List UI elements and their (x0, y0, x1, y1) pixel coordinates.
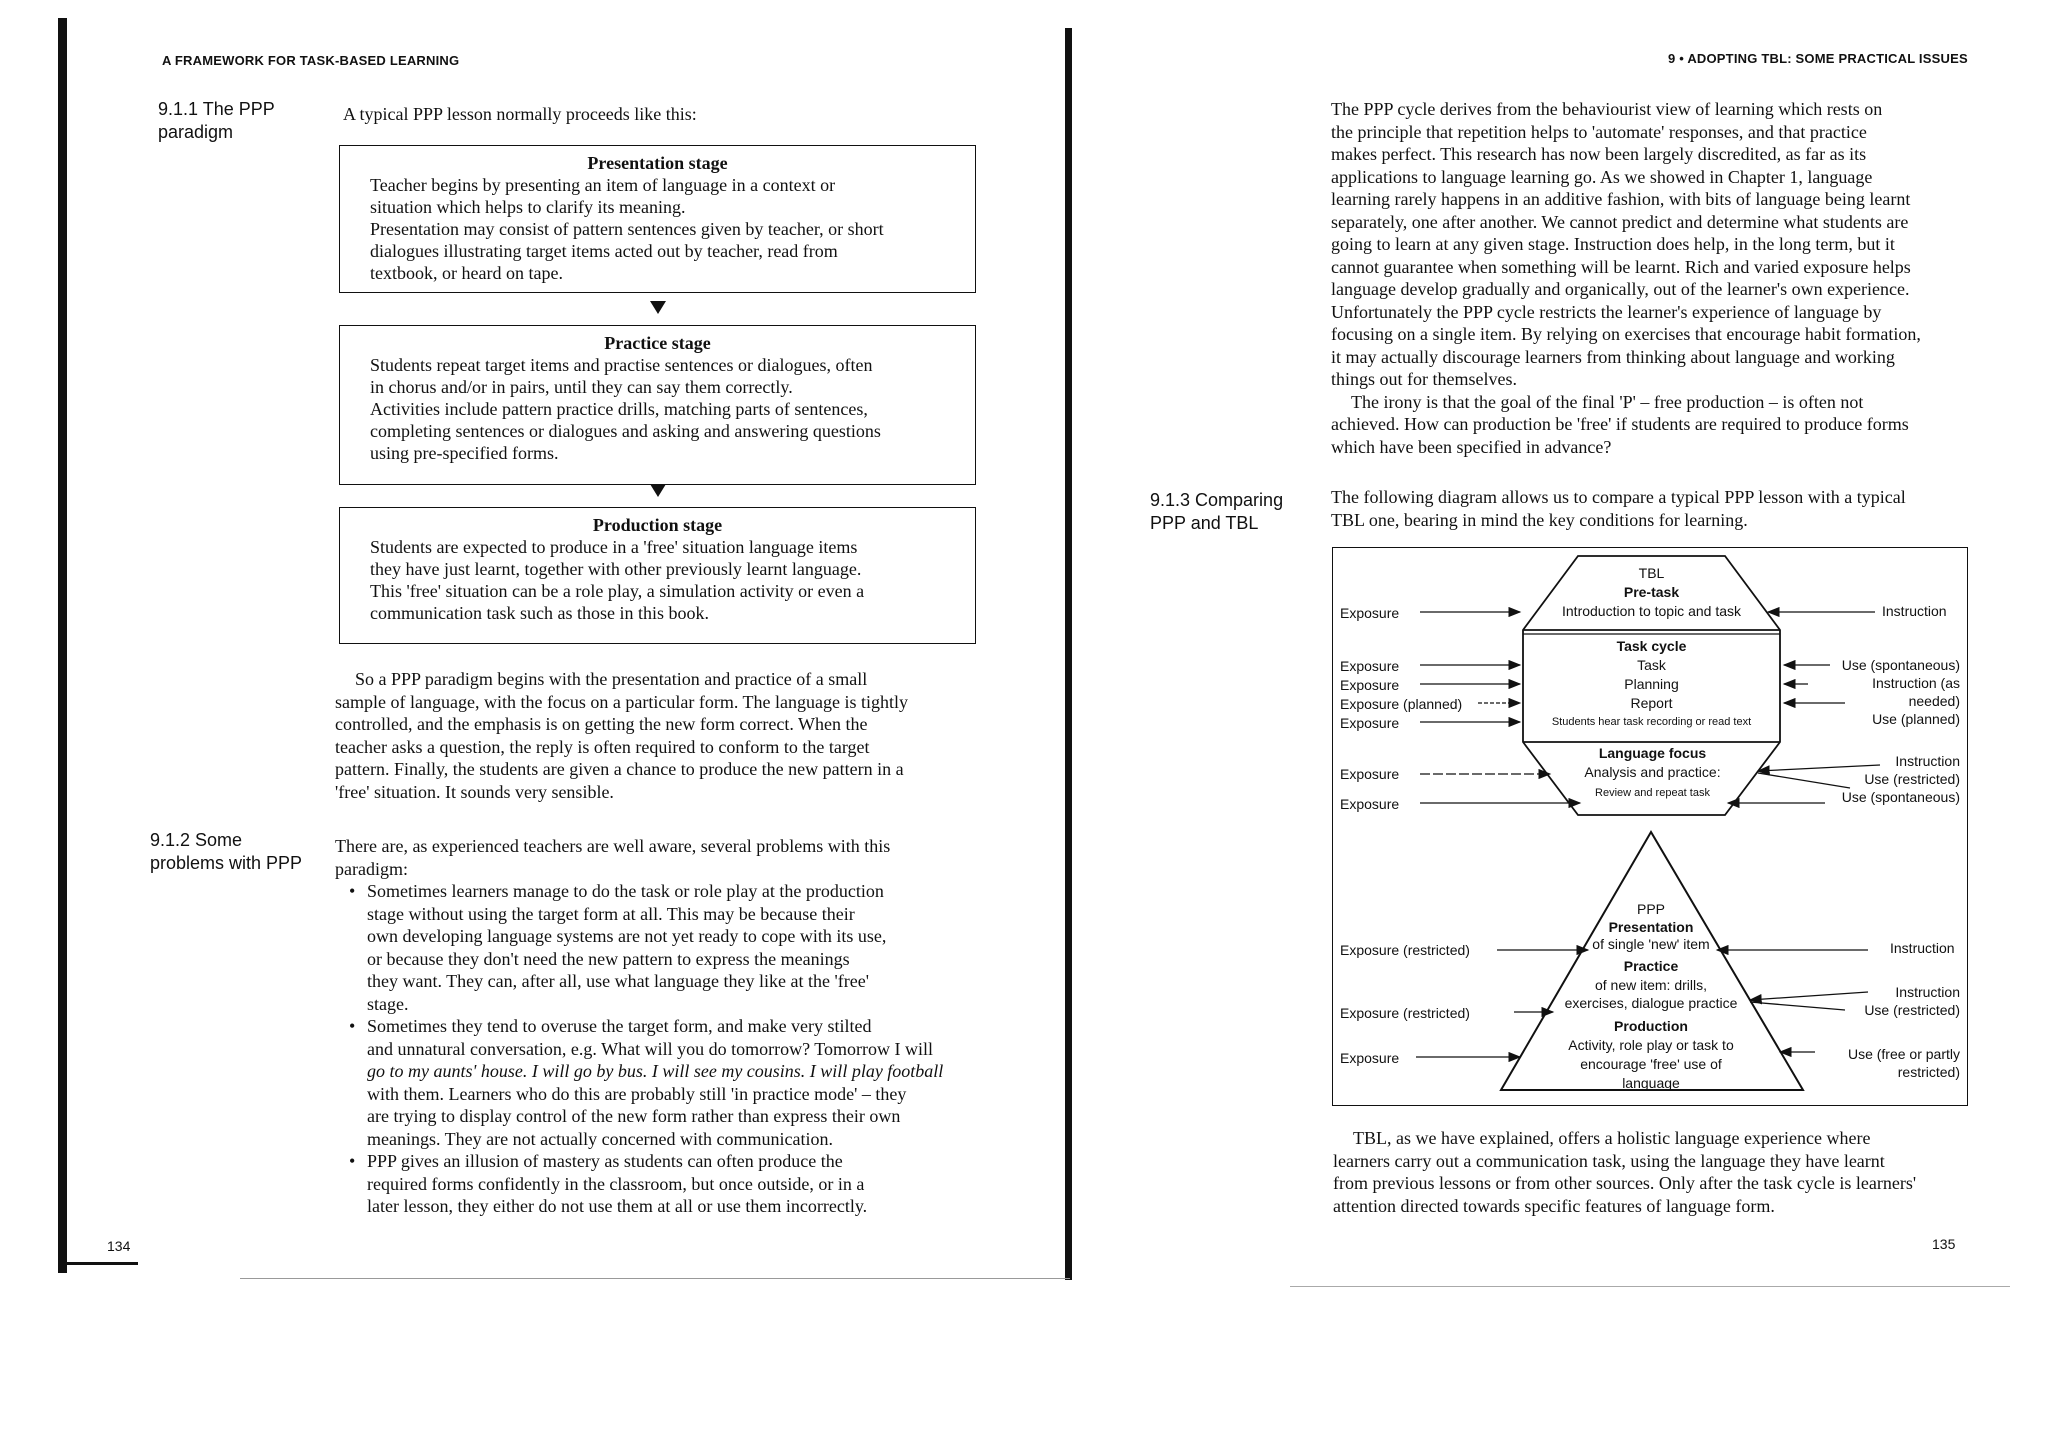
production-right-labels (1832, 1045, 1960, 1081)
label-line: Exposure (1340, 796, 1400, 812)
task-cycle-title: Task cycle (1616, 638, 1687, 654)
task-cycle-item: Report (1630, 695, 1673, 711)
section-911-intro: A typical PPP lesson normally proceeds like this: (343, 104, 697, 124)
section-913-heading-line: 9.1.3 Comparing (1150, 490, 1284, 510)
label-line: Use (spontaneous) (1841, 657, 1960, 673)
text-line: Unfortunately the PPP cycle restricts the learner's experience of language by (1331, 301, 1882, 322)
stage-title: Presentation stage (587, 153, 728, 173)
practice-text: exercises, dialogue practice (1564, 995, 1738, 1011)
section-912-heading-line: problems with PPP (150, 853, 303, 873)
label-line: Exposure (1340, 715, 1400, 731)
text-line: meanings. They are not actually concerned with communication. (367, 1128, 834, 1149)
text-line: the principle that repetition helps to 'automate' responses, and that practice (1331, 121, 1867, 142)
language-focus-block (1550, 744, 1755, 800)
text-line: learners carry out a communication task, using the language they have learnt (1333, 1150, 1885, 1171)
practice-text: of new item: drills, (1594, 977, 1708, 993)
exposure-label: Exposure (1340, 1050, 1400, 1066)
label-line: Exposure (1340, 766, 1400, 782)
section-913-heading-line: PPP and TBL (1150, 513, 1259, 533)
text-line: go to my aunts' house. I will go by bus. I will see my cousins. I will play football (367, 1061, 944, 1081)
stage-line: completing sentences or dialogues and asking and answering questions (370, 421, 881, 441)
text-line: The following diagram allows us to compare a typical PPP lesson with a typical (1331, 487, 1906, 507)
instruction-label: Instruction (1882, 603, 1947, 619)
text-line: The irony is that the goal of the final 'P' – free production – is often not (1351, 391, 1864, 412)
text-line: are trying to display control of the new form rather than express their own (367, 1106, 901, 1126)
task-cycle-item: Students hear task recording or read text (1551, 716, 1752, 728)
label-line: Use (spontaneous) (1841, 789, 1960, 805)
instruction-label: Instruction (1890, 940, 1955, 956)
text-line: stage without using the target form at all. This may be because their (367, 903, 855, 924)
production-title: Production (1614, 1018, 1688, 1034)
section-911-heading-line: paradigm (158, 122, 234, 142)
stage-line: using pre-specified forms. (370, 443, 559, 463)
text-line: language develop gradually and organically, out of the learner's own experience. (1331, 279, 1910, 299)
presentation-title: Presentation (1608, 919, 1694, 935)
label-line: Use (free or partly (1847, 1046, 1960, 1062)
label-line: Use (restricted) (1864, 771, 1960, 787)
stage-title: Practice stage (604, 333, 711, 353)
text-line: applications to language learning go. As we showed in Chapter 1, language (1331, 166, 1873, 187)
stage-line: in chorus and/or in pairs, until they can say them correctly. (370, 377, 793, 397)
stage-line: communication task such as those in this book. (370, 603, 709, 623)
label-line: Instruction (as needed) (1872, 675, 1960, 709)
section-912-heading-line: 9.1.2 Some (150, 830, 243, 850)
stage-line: Students are expected to produce in a 'free' situation language items (370, 537, 858, 557)
language-focus-text: Review and repeat task (1595, 787, 1710, 799)
label-line: Exposure (1340, 658, 1400, 674)
text-line: and unnatural conversation, e.g. What will you do tomorrow? Tomorrow I will (367, 1038, 933, 1059)
right-running-head: 9 • ADOPTING TBL: SOME PRACTICAL ISSUES (1668, 51, 1968, 66)
task-cycle-block (1530, 637, 1773, 729)
text-line: There are, as experienced teachers are well aware, several problems with this (335, 836, 891, 856)
pretask-text: Introduction to topic and task (1562, 603, 1741, 619)
text-line: attention directed towards specific features of language form. (1333, 1195, 1775, 1216)
text-line: controlled, and the emphasis is on getting the new form correct. When the (335, 714, 868, 734)
tbl-summary-paragraph (1333, 1127, 1966, 1217)
text-line: things out for themselves. (1331, 369, 1517, 389)
tbl-label: TBL (1638, 565, 1665, 581)
text-line: they want. They can, after all, use what language they like at the 'free' (367, 971, 869, 991)
text-line: teacher asks a question, the reply is often required to conform to the target (335, 736, 870, 757)
text-line: • Sometimes learners manage to do the task or role play at the production (367, 881, 884, 901)
text-line: separately, one after another. We cannot predict and determine what students are (1331, 211, 1909, 232)
text-line: with them. Learners who do this are probably still 'in practice mode' – they (367, 1083, 907, 1104)
production-text: Activity, role play or task to (1568, 1037, 1734, 1053)
practice-title: Practice (1623, 958, 1679, 974)
label-line: Instruction (1895, 984, 1960, 1000)
section-911-heading-line: 9.1.1 The PPP (158, 99, 275, 119)
task-cycle-right-labels (1832, 656, 1960, 728)
text-line: which have been specified in advance? (1331, 436, 1612, 457)
text-line: required forms confidently in the classroom, but once outside, or in a (367, 1173, 865, 1194)
text-line: focusing on a single item. By relying on exercises that encourage habit formation, (1331, 324, 1921, 344)
stage-line: This 'free' situation can be a role play, a simulation activity or even a (370, 581, 865, 601)
stage-line: dialogues illustrating target items acted out by teacher, read from (370, 241, 838, 261)
text-line: 'free' situation. It sounds very sensible. (335, 781, 614, 802)
text-line: stage. (367, 993, 409, 1014)
language-focus-title: Language focus (1598, 745, 1707, 761)
task-cycle-item: Planning (1624, 676, 1679, 692)
exposure-restricted-label: Exposure (restricted) (1340, 942, 1470, 958)
text-line: makes perfect. This research has now been largely discredited, as far as its (1331, 144, 1867, 164)
text-line: later lesson, they either do not use them at all or use them incorrectly. (367, 1196, 868, 1216)
exposure-label: Exposure (1340, 605, 1400, 621)
presentation-text: of single 'new' item (1592, 936, 1710, 952)
arrow (1750, 1002, 1845, 1010)
ppp-triangle-text (1551, 900, 1751, 1093)
production-text: encourage 'free' use of language (1580, 1056, 1722, 1091)
text-line: achieved. How can production be 'free' if students are required to produce forms (1331, 414, 1909, 434)
label-line: Instruction (1895, 753, 1960, 769)
language-focus-right-labels (1832, 752, 1960, 806)
left-running-head: A FRAMEWORK FOR TASK-BASED LEARNING (162, 53, 460, 68)
right-page-number: 135 (1932, 1236, 1956, 1252)
language-focus-text: Analysis and practice: (1584, 764, 1721, 780)
text-line: So a PPP paradigm begins with the presentation and practice of a small (355, 669, 868, 689)
text-line: paradigm: (335, 858, 408, 879)
label-line: Exposure (1340, 677, 1400, 693)
stage-line: Teacher begins by presenting an item of language in a context or (370, 175, 836, 195)
stage-line: situation which helps to clarify its meaning. (370, 197, 686, 217)
label-line: Use (planned) (1872, 711, 1960, 727)
ppp-label: PPP (1636, 901, 1665, 917)
text-line: pattern. Finally, the students are given a chance to produce the new pattern in a (335, 759, 904, 779)
left-page-number: 134 (107, 1238, 131, 1254)
text-line: from previous lessons or from other sources. Only after the task cycle is learners' (1333, 1173, 1917, 1193)
exposure-restricted-label: Exposure (restricted) (1340, 1005, 1470, 1021)
text-line: going to learn at any given stage. Instruction does help, in the long term, but it (1331, 234, 1895, 254)
label-line: Use (restricted) (1864, 1002, 1960, 1018)
exposure-label (1340, 765, 1399, 813)
tbl-pretask-block (1530, 564, 1773, 621)
label-line: restricted) (1897, 1064, 1960, 1080)
stage-line: Presentation may consist of pattern sentences given by teacher, or short (370, 219, 884, 239)
stage-line: textbook, or heard on tape. (370, 263, 563, 283)
text-line: TBL one, bearing in mind the key conditions for learning. (1331, 509, 1748, 530)
practice-right-labels (1832, 983, 1960, 1019)
pretask-title: Pre-task (1623, 584, 1680, 600)
text-line: own developing language systems are not yet ready to cope with its use, (367, 926, 887, 946)
text-line: TBL, as we have explained, offers a holistic language experience where (1353, 1128, 1871, 1148)
stage-line: Students repeat target items and practise sentences or dialogues, often (370, 355, 873, 375)
text-line: • Sometimes they tend to overuse the target form, and make very stilted (367, 1016, 872, 1036)
text-line: cannot guarantee when something will be learnt. Rich and varied exposure helps (1331, 256, 1911, 277)
exposure-label (1340, 657, 1462, 732)
stage-title: Production stage (592, 515, 723, 535)
stage-line: Activities include pattern practice drills, matching parts of sentences, (370, 399, 868, 419)
text-line: it may actually discourage learners from thinking about language and working (1331, 346, 1895, 367)
text-line: or because they don't need the new pattern to express the meanings (367, 948, 850, 969)
text-line: sample of language, with the focus on a particular form. The language is tightly (335, 691, 909, 712)
label-line: Exposure (planned) (1340, 696, 1463, 712)
text-line: • PPP gives an illusion of mastery as students can often produce the (367, 1151, 843, 1171)
text-line: The PPP cycle derives from the behaviourist view of learning which rests on (1331, 99, 1883, 119)
task-cycle-item: Task (1637, 657, 1666, 673)
stage-line: they have just learnt, together with other previously learnt language. (370, 559, 862, 579)
text-line: learning rarely happens in an additive fashion, with bits of language being learnt (1331, 189, 1911, 209)
